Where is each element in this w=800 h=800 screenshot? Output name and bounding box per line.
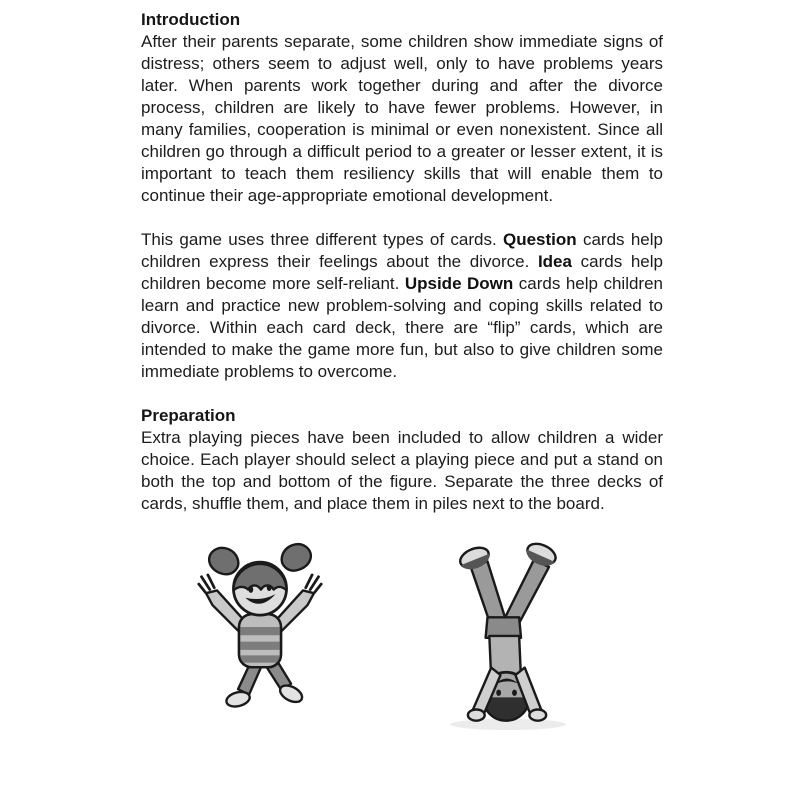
para2-segment-3: cards help children become more self-reliant. <box>141 252 663 293</box>
idea-cards-term: Idea <box>537 252 572 271</box>
introduction-paragraph-1: After their parents separate, some children show immediate signs of distress; others seem to adjust well, only to have problems years later. When parents work together during and after the divorce process, children are likely to have fewer problems. However, in many families, cooperation is minimal or even nonexistent. Since all children go through a difficult period to a greater or lesser extent, it is important to teach them resiliency skills that will enable them to continue their age-appropriate emotional development. <box>141 32 663 205</box>
para2-segment-1: This game uses three different types of cards. <box>141 230 503 249</box>
preparation-heading: Preparation <box>141 406 236 425</box>
para2-segment-2: cards help children express their feelings about the divorce. <box>141 230 663 271</box>
introduction-paragraph-2 <box>141 229 663 383</box>
preparation-paragraph-1: Extra playing pieces have been included to allow children a wider choice. Each player should select a playing piece and put a stand on both the top and bottom of the figure. Separate the three decks of cards, shuffle them, and place them in piles next to the board. <box>141 428 663 513</box>
jumping-girl-illustration <box>196 541 324 724</box>
introduction-heading: Introduction <box>141 10 241 29</box>
para2-segment-4: cards help children learn and practice new problem-solving and coping skills related to divorce. Within each card deck, there are “flip” cards, which are intended to make the game more fun, but also to give children some immediate problems to overcome. <box>141 274 663 381</box>
illustration-row <box>141 537 663 735</box>
upside-down-cards-term: Upside Down <box>404 274 514 293</box>
question-cards-term: Question <box>502 230 577 249</box>
document-page <box>141 0 663 735</box>
handstand-child-illustration <box>426 537 589 733</box>
